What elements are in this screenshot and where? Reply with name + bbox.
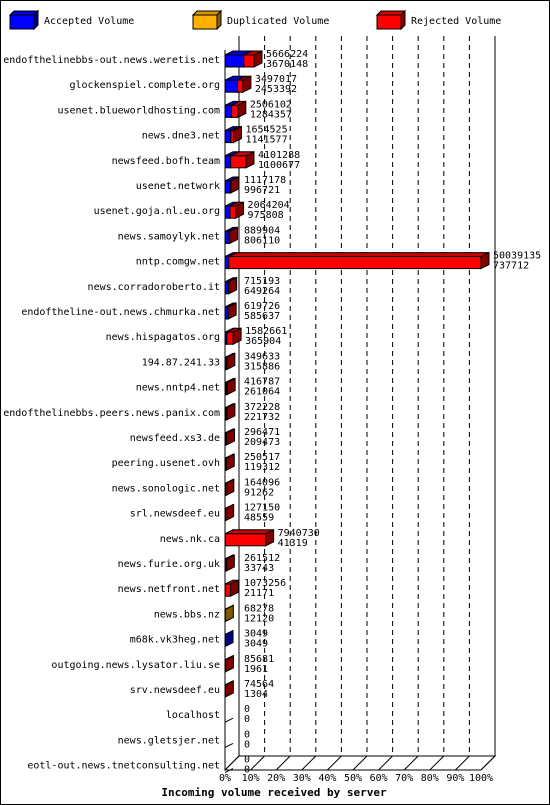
legend-swatch-top bbox=[377, 11, 405, 15]
value-total: 349633 bbox=[244, 351, 281, 363]
bar-accepted bbox=[225, 55, 244, 67]
value-total: 619726 bbox=[244, 301, 281, 312]
value-accepted: 12120 bbox=[244, 613, 275, 625]
server-label: news.sonologic.net bbox=[111, 483, 220, 495]
value-total: 1117178 bbox=[244, 175, 287, 186]
value-accepted: 1961 bbox=[244, 663, 269, 675]
bar-rejected bbox=[231, 131, 234, 143]
bar-rejected bbox=[238, 80, 243, 92]
value-accepted: 737712 bbox=[493, 260, 530, 272]
server-label: news.nntp4.net bbox=[135, 382, 220, 394]
value-accepted: 209473 bbox=[244, 437, 281, 448]
value-accepted: 0 bbox=[244, 764, 251, 776]
bar-accepted bbox=[225, 156, 231, 168]
value-total: 3497017 bbox=[254, 74, 298, 86]
bar-accepted bbox=[225, 206, 230, 218]
server-label: news.hispagatos.org bbox=[105, 332, 220, 344]
server-label: endofthelinebbs.peers.news.panix.com bbox=[3, 407, 220, 419]
x-tick-label: 50% bbox=[343, 773, 363, 784]
server-label: localhost bbox=[165, 710, 220, 722]
server-label: nntp.comgw.net bbox=[135, 256, 220, 268]
value-accepted: 21171 bbox=[244, 588, 275, 600]
value-accepted: 975808 bbox=[247, 210, 284, 222]
value-accepted: 585637 bbox=[244, 311, 281, 322]
value-accepted: 91262 bbox=[244, 487, 275, 499]
bar-rejected bbox=[225, 559, 226, 571]
value-total: 0 bbox=[244, 754, 251, 766]
server-label: news.gletsjer.net bbox=[117, 735, 220, 747]
value-accepted: 315886 bbox=[244, 361, 281, 373]
value-total: 715193 bbox=[244, 275, 281, 287]
value-total: 3049 bbox=[244, 628, 269, 640]
server-labels bbox=[3, 55, 220, 772]
server-label: eotl-out.news.tnetconsulting.net bbox=[27, 760, 220, 772]
value-total: 250517 bbox=[244, 452, 281, 464]
bar-rejected bbox=[229, 257, 481, 269]
value-accepted: 1284357 bbox=[249, 109, 292, 121]
value-accepted: 0 bbox=[244, 739, 251, 751]
bar-rejected bbox=[225, 584, 230, 596]
value-total: 164096 bbox=[244, 477, 281, 489]
value-accepted: 221732 bbox=[244, 411, 281, 423]
value-accepted: 0 bbox=[244, 714, 251, 726]
value-accepted: 1100677 bbox=[257, 159, 301, 171]
x-tick-label: 0% bbox=[218, 773, 232, 784]
value-accepted: 365904 bbox=[245, 336, 282, 348]
server-label: m68k.vk3heg.net bbox=[129, 634, 220, 646]
server-label: news.corradoroberto.it bbox=[87, 281, 220, 293]
legend-swatch-side bbox=[217, 11, 221, 29]
legend-label: Rejected Volume bbox=[411, 16, 502, 27]
value-total: 68278 bbox=[244, 603, 275, 615]
value-accepted: 2453392 bbox=[254, 84, 298, 96]
server-label: usenet.blueworldhosting.com bbox=[57, 105, 220, 117]
legend-swatch-top bbox=[10, 11, 38, 15]
value-accepted: 649264 bbox=[244, 285, 281, 297]
value-accepted: 3049 bbox=[244, 638, 269, 650]
server-label: usenet.goja.nl.eu.org bbox=[93, 206, 220, 218]
value-total: 127150 bbox=[244, 502, 281, 514]
legend-swatch-side bbox=[34, 11, 38, 29]
value-total: 7940730 bbox=[277, 527, 320, 539]
bar-accepted bbox=[225, 231, 229, 243]
value-total: 1582661 bbox=[245, 326, 288, 338]
legend-swatch bbox=[377, 15, 401, 29]
value-accepted: 48559 bbox=[244, 512, 275, 524]
value-total: 1654525 bbox=[245, 124, 288, 136]
bar-rejected bbox=[225, 534, 265, 546]
value-total: 0 bbox=[244, 704, 251, 716]
value-total: 889904 bbox=[244, 225, 281, 237]
legend bbox=[10, 11, 501, 29]
server-label: endoftheline-out.news.chmurka.net bbox=[21, 307, 220, 318]
x-tick-label: 70% bbox=[395, 773, 414, 784]
legend-swatch bbox=[193, 15, 217, 29]
value-total: 0 bbox=[244, 729, 251, 741]
server-label: outgoing.news.lysator.liu.se bbox=[51, 659, 220, 671]
server-label: news.dne3.net bbox=[141, 130, 220, 142]
x-tick-label: 30% bbox=[292, 773, 311, 784]
value-total: 2064204 bbox=[247, 200, 290, 212]
server-label: news.furie.org.uk bbox=[117, 559, 220, 570]
value-total: 1073256 bbox=[244, 578, 287, 590]
server-label: news.nk.ca bbox=[159, 533, 220, 545]
value-accepted: 261064 bbox=[244, 386, 281, 398]
server-label: usenet.network bbox=[135, 181, 220, 192]
x-tick-label: 40% bbox=[318, 773, 337, 784]
bar-rejected bbox=[244, 55, 254, 67]
value-accepted: 119312 bbox=[244, 462, 281, 474]
bar-rejected-top bbox=[229, 253, 489, 257]
x-tick-label: 10% bbox=[241, 773, 260, 784]
value-accepted: 996721 bbox=[244, 185, 281, 196]
x-axis-label: Incoming volume received by server bbox=[161, 786, 387, 799]
value-total: 416787 bbox=[244, 376, 281, 388]
bar-rejected bbox=[230, 181, 231, 193]
x-tick-label: 100% bbox=[468, 773, 494, 784]
value-total: 296471 bbox=[244, 427, 281, 438]
legend-swatch bbox=[10, 15, 34, 29]
bar-accepted bbox=[225, 105, 232, 117]
bar-rejected bbox=[230, 206, 236, 218]
value-accepted: 41319 bbox=[277, 537, 308, 549]
value-total: 2506102 bbox=[249, 99, 292, 111]
bar-accepted bbox=[225, 80, 238, 92]
server-label: news.bbs.nz bbox=[153, 609, 220, 621]
value-total: 261512 bbox=[244, 553, 281, 564]
legend-swatch-top bbox=[193, 11, 221, 15]
server-label: endofthelinebbs-out.news.weretis.net bbox=[3, 55, 220, 66]
value-total: 85681 bbox=[244, 653, 275, 665]
server-label: peering.usenet.ovh bbox=[111, 458, 220, 470]
bar-accepted bbox=[225, 131, 231, 143]
value-accepted: 1141577 bbox=[245, 134, 288, 146]
server-label: srv.newsdeef.eu bbox=[129, 685, 220, 696]
x-tick-label: 20% bbox=[267, 773, 286, 784]
server-label: srl.newsdeef.eu bbox=[129, 508, 220, 520]
x-tick-label: 90% bbox=[446, 773, 465, 784]
server-label: newsfeed.xs3.de bbox=[129, 433, 220, 444]
x-tick-label: 60% bbox=[369, 773, 388, 784]
value-total: 50039135 bbox=[493, 250, 542, 262]
bar-rejected bbox=[231, 156, 246, 168]
value-accepted: 806110 bbox=[244, 235, 281, 247]
bar-accepted bbox=[225, 181, 230, 193]
bar-rejected bbox=[226, 458, 227, 470]
value-total: 372228 bbox=[244, 401, 281, 413]
value-accepted: 33743 bbox=[244, 563, 275, 574]
legend-label: Accepted Volume bbox=[44, 16, 135, 27]
value-total: 5666224 bbox=[265, 49, 309, 60]
value-total: 4101288 bbox=[257, 149, 301, 161]
server-label: glockenspiel.complete.org bbox=[69, 80, 220, 92]
server-label: news.samoylyk.net bbox=[117, 231, 220, 243]
value-total: 74564 bbox=[244, 679, 275, 690]
bar-rejected bbox=[226, 383, 227, 395]
value-accepted: 1304 bbox=[244, 689, 269, 700]
x-axis bbox=[219, 773, 493, 784]
server-label: 194.87.241.33 bbox=[141, 357, 220, 369]
x-tick-label: 80% bbox=[420, 773, 439, 784]
legend-label: Duplicated Volume bbox=[227, 16, 330, 27]
value-accepted: 3670148 bbox=[265, 59, 309, 70]
bar-rejected bbox=[226, 408, 227, 420]
server-label: newsfeed.bofh.team bbox=[111, 155, 220, 167]
bar-rejected bbox=[232, 105, 238, 117]
bar-rejected bbox=[227, 332, 233, 344]
server-label: news.netfront.net bbox=[117, 584, 220, 596]
legend-swatch-side bbox=[401, 11, 405, 29]
bar-accepted bbox=[225, 257, 229, 269]
